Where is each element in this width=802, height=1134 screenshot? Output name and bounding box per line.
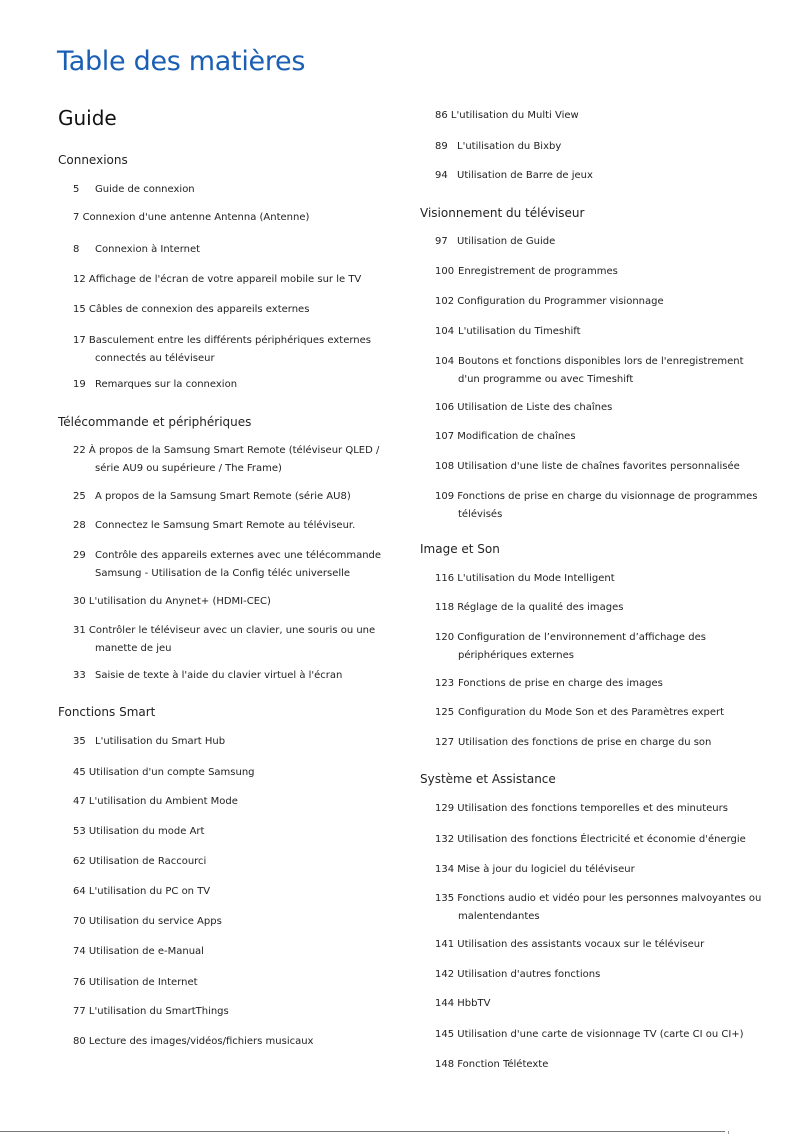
section-heading[interactable]: Image et Son (420, 542, 500, 556)
page-number: 144 (435, 998, 455, 1009)
entry-title: Modification de chaînes (457, 431, 576, 442)
page-number: 62 (73, 856, 86, 867)
page-number: 8 (73, 244, 80, 255)
page-number: 77 (73, 1006, 86, 1017)
entry-title: Configuration du Programmer visionnage (457, 296, 664, 307)
page-number: 89 (435, 141, 448, 152)
toc-entry[interactable] (73, 271, 361, 289)
entry-title-continuation: série AU9 ou supérieure / The Frame) (95, 463, 282, 474)
toc-entry[interactable] (73, 241, 200, 259)
page-number: 31 (73, 625, 86, 636)
entry-title-continuation: manette de jeu (95, 643, 172, 654)
entry-title: HbbTV (457, 998, 491, 1009)
page-number: 17 (73, 335, 86, 346)
toc-entry[interactable] (435, 458, 740, 476)
page-number: 5 (73, 184, 80, 195)
toc-entry[interactable] (435, 861, 635, 879)
entry-title: Configuration du Mode Son et des Paramètres expert (458, 707, 725, 718)
entry-title: Basculement entre les différents périphériques externes (88, 335, 371, 346)
toc-entry[interactable] (73, 823, 204, 841)
page-number: 141 (435, 939, 455, 950)
entry-title: Fonction Télétexte (457, 1059, 549, 1070)
page-number: 7 (73, 212, 80, 223)
entry-title: Contrôle des appareils externes avec une télécommande (95, 550, 382, 561)
toc-entry[interactable] (73, 764, 255, 782)
page-number: 30 (73, 596, 86, 607)
toc-entry[interactable] (435, 570, 615, 588)
page-number: 33 (73, 670, 86, 681)
entry-title: Utilisation des assistants vocaux sur le téléviseur (457, 939, 705, 950)
section-heading[interactable]: Visionnement du téléviseur (420, 206, 585, 220)
page-number: 106 (435, 402, 455, 413)
toc-entry[interactable] (435, 323, 581, 341)
toc-entry[interactable] (435, 675, 663, 693)
toc-entry[interactable] (435, 167, 593, 185)
entry-title: Utilisation de Raccourci (88, 856, 207, 867)
entry-title: Utilisation d'une carte de visionnage TV (carte CI ou CI+) (457, 1029, 744, 1040)
page-number: 142 (435, 969, 455, 980)
toc-entry[interactable] (73, 332, 371, 368)
page-number: 109 (435, 491, 455, 502)
toc-entry[interactable] (73, 793, 238, 811)
toc-entry[interactable] (435, 488, 758, 524)
page-number: 70 (73, 916, 86, 927)
toc-entry[interactable] (73, 1003, 229, 1021)
toc-entry[interactable] (435, 800, 728, 818)
entry-title: Utilisation des fonctions Électricité et économie d'énergie (457, 834, 746, 845)
page-number: 132 (435, 834, 455, 845)
page-number: 47 (73, 796, 86, 807)
entry-title: Connexion d'une antenne Antenna (Antenne) (82, 212, 310, 223)
toc-entry[interactable] (73, 974, 198, 992)
section-heading[interactable]: Système et Assistance (420, 772, 556, 786)
entry-title: Enregistrement de programmes (458, 266, 618, 277)
page-number: 64 (73, 886, 86, 897)
page-title: Table des matières (57, 46, 306, 77)
page-number: 100 (435, 266, 455, 277)
page-number: 29 (73, 550, 86, 561)
page-number: 86 (435, 110, 448, 121)
entry-title: Utilisation de Guide (457, 236, 556, 247)
page-number: 74 (73, 946, 86, 957)
entry-title-continuation: Samsung - Utilisation de la Config téléc universelle (95, 568, 351, 579)
entry-title: Utilisation de e-Manual (88, 946, 204, 957)
toc-entry[interactable] (435, 293, 664, 311)
toc-entry[interactable] (435, 936, 704, 954)
toc-entry[interactable] (73, 209, 309, 227)
entry-title: Utilisation de Internet (88, 977, 198, 988)
page-number: 129 (435, 803, 455, 814)
page-number: 35 (73, 736, 86, 747)
page-number: 148 (435, 1059, 455, 1070)
entry-title: Saisie de texte à l'aide du clavier virtuel à l'écran (95, 670, 343, 681)
toc-entry[interactable] (435, 995, 490, 1013)
entry-title: Câbles de connexion des appareils externes (88, 304, 310, 315)
entry-title: L'utilisation du Smart Hub (95, 736, 226, 747)
part-heading: Guide (58, 106, 117, 130)
entry-title: Fonctions de prise en charge des images (458, 678, 663, 689)
toc-entry[interactable] (435, 263, 618, 281)
toc-entry[interactable] (73, 181, 195, 199)
toc-entry[interactable] (435, 107, 579, 125)
toc-entry[interactable] (73, 517, 355, 535)
page-number: 12 (73, 274, 86, 285)
entry-title: Utilisation du mode Art (88, 826, 205, 837)
page-number: 125 (435, 707, 455, 718)
toc-entry[interactable] (73, 301, 309, 319)
entry-title: L'utilisation du Ambient Mode (88, 796, 238, 807)
toc-entry[interactable] (435, 890, 761, 926)
entry-title: Fonctions audio et vidéo pour les personnes malvoyantes ou (457, 893, 762, 904)
entry-title-continuation: malentendantes (458, 911, 540, 922)
entry-title-continuation: télévisés (458, 509, 503, 520)
toc-entry[interactable] (73, 593, 271, 611)
page-number: 120 (435, 632, 455, 643)
page-number: 123 (435, 678, 455, 689)
footer-divider (0, 1131, 725, 1132)
entry-title: Utilisation de Barre de jeux (457, 170, 593, 181)
toc-entry[interactable] (73, 488, 351, 506)
toc-entry[interactable] (73, 883, 210, 901)
toc-entry[interactable] (435, 1056, 548, 1074)
entry-title: Guide de connexion (95, 184, 195, 195)
toc-entry[interactable] (73, 667, 342, 685)
toc-entry[interactable] (435, 629, 706, 665)
entry-title: Utilisation d'un compte Samsung (88, 767, 255, 778)
toc-entry[interactable] (73, 1033, 313, 1051)
toc-entry[interactable] (435, 734, 711, 752)
entry-title: Connectez le Samsung Smart Remote au téléviseur. (95, 520, 356, 531)
toc-entry[interactable] (435, 831, 746, 849)
page-number: 97 (435, 236, 448, 247)
toc-entry[interactable] (73, 547, 381, 583)
toc-entry[interactable] (73, 442, 379, 478)
page-number: 145 (435, 1029, 455, 1040)
page-number: 134 (435, 864, 455, 875)
section-heading[interactable]: Connexions (58, 153, 128, 167)
entry-title: L'utilisation du Bixby (457, 141, 562, 152)
entry-title: L'utilisation du PC on TV (88, 886, 211, 897)
toc-entry[interactable] (435, 1026, 744, 1044)
page-number: 45 (73, 767, 86, 778)
page-number: 25 (73, 491, 86, 502)
page-number: 127 (435, 737, 455, 748)
page-number: 22 (73, 445, 86, 456)
entry-title: Configuration de l’environnement d’affichage des (457, 632, 706, 643)
entry-title: Boutons et fonctions disponibles lors de l'enregistrement (458, 356, 744, 367)
entry-title: À propos de la Samsung Smart Remote (téléviseur QLED / (88, 445, 380, 456)
entry-title: Lecture des images/vidéos/fichiers musicaux (88, 1036, 314, 1047)
page-number: 80 (73, 1036, 86, 1047)
page-number: 94 (435, 170, 448, 181)
toc-entry[interactable] (73, 913, 222, 931)
page-number: 28 (73, 520, 86, 531)
entry-title-continuation: périphériques externes (458, 650, 574, 661)
entry-title: Contrôler le téléviseur avec un clavier, une souris ou une (88, 625, 376, 636)
toc-entry[interactable] (73, 376, 237, 394)
page-number: 118 (435, 602, 455, 613)
toc-entry[interactable] (435, 353, 744, 389)
entry-title: L'utilisation du Mode Intelligent (457, 573, 615, 584)
entry-title: Utilisation des fonctions temporelles et des minuteurs (457, 803, 728, 814)
entry-title: L'utilisation du Timeshift (458, 326, 581, 337)
page-number: 19 (73, 379, 86, 390)
toc-entry[interactable] (435, 966, 600, 984)
entry-title-continuation: connectés au téléviseur (95, 353, 215, 364)
toc-entry[interactable] (435, 138, 561, 156)
entry-title: Utilisation d'une liste de chaînes favorites personnalisée (457, 461, 740, 472)
page-number: 108 (435, 461, 455, 472)
page-number: 116 (435, 573, 455, 584)
entry-title: L'utilisation du Anynet+ (HDMI-CEC) (88, 596, 271, 607)
toc-entry[interactable] (73, 622, 375, 658)
page-number: 15 (73, 304, 86, 315)
page-number: 76 (73, 977, 86, 988)
entry-title: Utilisation de Liste des chaînes (457, 402, 613, 413)
entry-title: A propos de la Samsung Smart Remote (série AU8) (95, 491, 351, 502)
toc-entry[interactable] (73, 943, 204, 961)
page-number: 104 (435, 326, 455, 337)
section-heading[interactable]: Fonctions Smart (58, 705, 156, 719)
page-number: 107 (435, 431, 455, 442)
page-number: 53 (73, 826, 86, 837)
toc-entry[interactable] (435, 233, 555, 251)
entry-title: Utilisation du service Apps (88, 916, 222, 927)
toc-entry[interactable] (435, 704, 724, 722)
page-number: 104 (435, 356, 455, 367)
entry-title: Affichage de l'écran de votre appareil mobile sur le TV (88, 274, 362, 285)
entry-title: L'utilisation du SmartThings (88, 1006, 229, 1017)
entry-title: Mise à jour du logiciel du téléviseur (457, 864, 635, 875)
entry-title: L'utilisation du Multi View (450, 110, 579, 121)
toc-entry[interactable] (435, 599, 624, 617)
section-heading[interactable]: Télécommande et périphériques (58, 415, 252, 429)
page-number: 135 (435, 893, 455, 904)
toc-entry[interactable] (73, 853, 206, 871)
page-number: 102 (435, 296, 455, 307)
entry-title: Connexion à Internet (95, 244, 201, 255)
entry-title: Remarques sur la connexion (95, 379, 238, 390)
toc-entry[interactable] (435, 428, 576, 446)
toc-entry[interactable] (73, 733, 225, 751)
entry-title: Utilisation des fonctions de prise en charge du son (458, 737, 712, 748)
entry-title-continuation: d'un programme ou avec Timeshift (458, 374, 634, 385)
entry-title: Réglage de la qualité des images (457, 602, 624, 613)
toc-entry[interactable] (435, 399, 612, 417)
entry-title: Fonctions de prise en charge du visionnage de programmes (457, 491, 758, 502)
entry-title: Utilisation d'autres fonctions (457, 969, 601, 980)
